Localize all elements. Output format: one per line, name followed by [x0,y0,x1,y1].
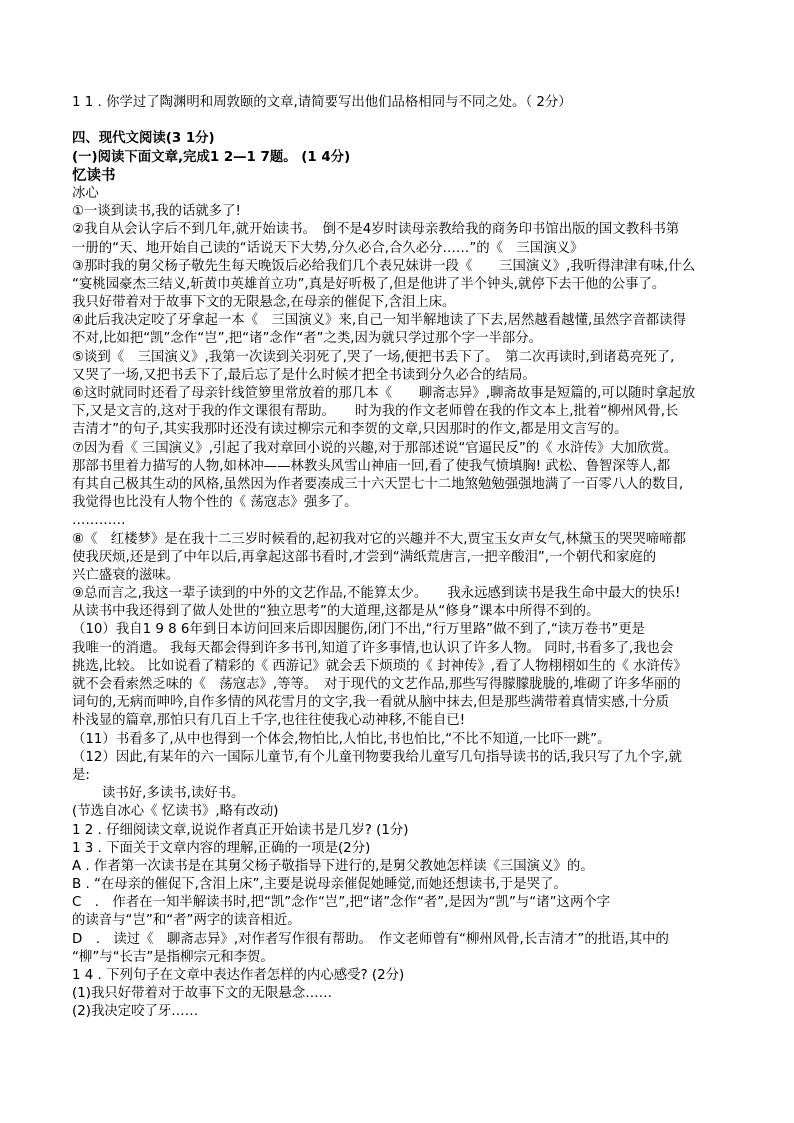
text-line: (1)我只好带着对于故事下文的无限悬念…… [72,986,332,1002]
paragraph-1 [72,203,732,221]
paragraph-2 [72,221,732,257]
text-line: ③那时我的舅父杨子敬先生每天晚饭后必给我们几个表兄妹讲一段《 三国演义》,我听得津津有味,什么 [72,258,696,274]
text-line: 1 3 . 下面关于文章内容的理解,正确的一项是(2分) [72,840,371,856]
text-line: 不对,比如把“凯”念作“岂”,把“诸”念作“者”之类,因为就只学过那个字一半部分。 [72,331,542,347]
question-13 [72,840,732,858]
text-line: 朴浅显的篇章,那怕只有几百上千字,也往往使我心动神移,不能自已! [72,713,466,729]
paragraph-5 [72,349,732,385]
blank-line [72,112,732,130]
text-line: 1 4 . 下列句子在文章中表达作者怎样的内心感受? (2分) [72,968,405,983]
text-line: （12）因此,有某年的六一国际儿童节,有个儿童刊物要我给儿童写几句指导读书的话,我只写了九个字,就 [72,749,682,765]
text-line: 四、现代文阅读(3 1分) [72,131,215,147]
text-line: 使我厌烦,还是到了中年以后,再拿起这部书看时,才尝到“满纸荒唐言,一把辛酸泪”,一个朝代和家庭的 [72,549,657,565]
paragraph-12 [72,749,732,804]
text-line: 有其自己极其生动的风格,虽然因为作者要凑成三十六天罡七十二地煞勉勉强强地满了一百零八人的数目, [72,476,684,492]
text-line: 我只好带着对于故事下文的无限悬念,在母亲的催促下,含泪上床。 [72,295,456,311]
text-line: 下,又是文言的,这对于我的作文课很有帮助。 时为我的作文老师曾在我的作文本上,批着“柳州风骨,长 [72,404,679,420]
text-line: 我唯一的消遣。 我每天都会得到许多书刊,知道了许多事情,也认识了许多人物。 同时,书看多了,我也会 [72,640,674,656]
spacer [72,112,732,130]
text-line: 1 1 . 你学过了陶渊明和周敦颐的文章,请简要写出他们品格相同与不同之处。（ 2分） [72,95,572,110]
paragraph-9 [72,585,732,621]
text-line: “宴桃园豪杰三结义,斩黄巾英雄首立功”,真是好听极了,但是他讲了半个钟头,就停下去干他的公事了。 [72,276,666,292]
text-line: 就不会看索然乏味的《 荡寇志》,等等。 对于现代的文艺作品,那些写得朦朦胧胧的,堆砌了许多华丽的 [72,677,681,692]
option-a [72,858,732,876]
text-line: 是: [72,767,90,783]
paragraph-6 [72,385,732,440]
text-line: 挑选,比较。 比如说看了精彩的《 西游记》就会丢下烦琐的《 封神传》,看了人物栩栩如生的《 水浒传》 [72,658,687,674]
question-14 [72,967,732,985]
text-line: D . 读过《 聊斋志异》,对作者写作很有帮助。 作文老师曾有“柳州风骨,长吉清才”的批语,其中的 [72,931,669,947]
document-page [72,94,732,1022]
paragraph-4 [72,312,732,348]
paragraph-7 [72,440,732,513]
text-line: (一)阅读下面文章,完成1 2—1 7题。 (1 4分) [72,149,351,165]
article-title [72,167,732,185]
article-author [72,185,732,203]
section-heading [72,130,732,148]
text-line: B . “在母亲的催促下,含泪上床”,主要是说母亲催促她睡觉,而她还想读书,于是哭了。 [72,877,567,893]
text-line: 又哭了一场,又把书丢下了,最后忘了是什么时候才把全书读到分久必合的结局。 [72,367,536,383]
text-line: 读书好,多读书,读好书。 [102,786,245,802]
text-line: 一册的“天、地开始自己读的“话说天下大势,分久必合,合久必分……”的《 三国演义》 [72,240,584,256]
text-line: A . 作者第一次读书是在其舅父杨子敬指导下进行的,是舅父教她怎样读《三国演义》的。 [72,858,594,874]
text-line: 的读音与“岂”和“者”两字的读音相近。 [72,913,301,929]
paragraph-10 [72,621,732,730]
text-line: ⑥这时就同时还看了母亲针线笸箩里常放着的那几本《 聊斋志异》,聊斋故事是短篇的,可以随时拿起放 [72,386,696,401]
text-line: “柳”与“长吉”是指柳宗元和李贺。 [72,949,274,965]
text-line: 冰心 [72,185,99,201]
ellipsis [72,512,732,530]
text-line: C . 作者在一知半解读书时,把“凯”念作“岂”,把“诸”念作“者”,是因为“凯”与“诸”这两个字 [72,895,611,911]
option-d [72,931,732,967]
text-line: ④此后我决定咬了牙拿起一本《 三国演义》来,自己一知半解地读了下去,居然越看越懂,虽然字音都读得 [72,313,686,329]
option-b [72,876,732,894]
question-12 [72,822,732,840]
text-line: ⑦因为看《 三国演义》,引起了我对章回小说的兴趣,对于那部述说“官逼民反”的《 水浒传》大加欣赏。 [72,440,678,456]
text-line: (2)我决定咬了牙…… [72,1004,199,1020]
text-line: ………… [72,513,126,529]
text-line: （11）书看多了,从中也得到一个体会,物怕比,人怕比,书也怕比,“不比不知道,一比吓一跳”。 [72,731,611,747]
text-line: (节选自冰心《 忆读书》,略有改动) [72,804,279,820]
paragraph-3 [72,258,732,313]
paragraph-11 [72,731,732,749]
text-line: 吉清才”的句子,其实我那时还没有读过柳宗元和李贺的文章,只因那时的作文,都是用文言写的。 [72,422,628,438]
text-line: ①一谈到读书,我的话就多了! [72,204,241,220]
text-line: 我觉得也比没有人物个性的《 荡寇志》强多了。 [72,495,358,511]
text-line: ⑧《 红楼梦》是在我十二三岁时候看的,起初我对它的兴趣并不大,贾宝玉女声女气,林黛玉的哭哭啼啼都 [72,531,686,547]
text-line: 词句的,无病而呻吟,自作多情的风花雪月的文字,我一看就从脑中抹去,但是那些满带着真情实感,十分质 [72,695,670,711]
text-line: ②我自从会认字后不到几年,就开始读书。 倒不是4岁时读母亲教给我的商务印书馆出版的国文教科书第 [72,222,680,238]
text-line: 从读书中我还得到了做人处世的“独立思考”的大道理,这都是从“修身”课本中所得不到的。 [72,604,600,620]
source-note [72,803,732,821]
option-c [72,894,732,930]
text-line: 1 2 . 仔细阅读文章,说说作者真正开始读书是几岁? (1分) [72,822,409,838]
text-line: ⑨总而言之,我这一辈子读到的中外的文艺作品,不能算太少。 我永远感到读书是我生命中最大的快乐! [72,586,681,602]
question-14-item-2 [72,1003,732,1021]
text-line: （10）我自1 9 8 6年到日本访问回来后即因腿伤,闭门不出,“行万里路”做不到了,“读万卷书”更是 [72,622,646,638]
text-line: 忆读书 [72,167,116,184]
question-11 [72,94,732,112]
text-line: 兴亡盛衰的滋味。 [72,567,180,583]
question-14-item-1 [72,985,732,1003]
subsection-heading [72,149,732,167]
paragraph-8 [72,531,732,586]
text-line: ⑤谈到《 三国演义》,我第一次读到关羽死了,哭了一场,便把书丢下了。 第二次再读时,到诸葛亮死了, [72,349,675,365]
text-line: 那部书里着力描写的人物,如林冲——林教头风雪山神庙一回,看了使我气愤填胸! 武松、鲁智深等人,都 [72,458,671,474]
